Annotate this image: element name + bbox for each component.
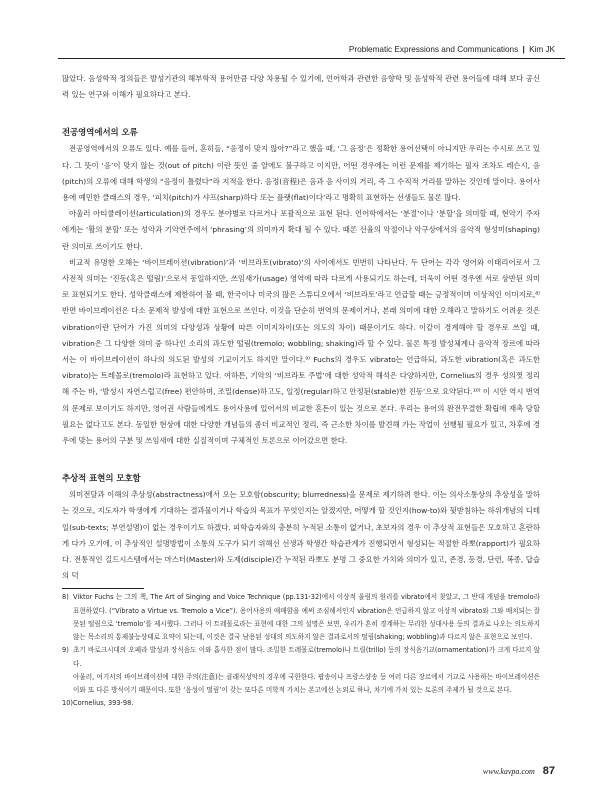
footnote-text: 아울러, 여기서의 바이브레이션에 대한 주의(注意)는 클래식성악의 경우에 국한한다. 팝송이나 프랑스샹송 등 여러 다른 장르에서 기교로 사용하는 바이브레이션은 이와 또 다른 방식이기 때문이다. 또한 ‘음성이 떨림’이 갖는 또다른 미학적 가치는 본고에선 논외로 하나, 차기에 가치 있는 토론의 주제가 될 것으로 본다. xyxy=(73,672,540,694)
section-heading-abstract-expression: 추상적 표현의 모호함 xyxy=(62,473,141,484)
body-paragraph: 비교적 유명한 오해는 ‘바이브레이션(vibration)’과 ‘비브라토(vibrato)’의 사이에서도 빈번히 나타난다. 두 단어는 각각 영어와 이태리어로서 그 사전적 의미는 ‘진동(혹은 떨림)’으로서 동일하지만, 쓰임새가(usage) 영역에 따라 다르게 사용되기도 하는데, 더욱이 어떤 경우엔 서로 상반된 의미로 표현되기도 한다. 성악클래스에 제한하여 볼 때, 한국이나 미국의 많은 스튜디오에서 ‘비브라토’라고 언급할 때는 긍정적이며 이상적인 이미지로,⁸⁾ 반면 바이브레이션은 다소 문제적 발성에 대한 표현으로 쓰인다. 이것을 단순히 번역의 문제이거나, 본래 의미에 대한 오해라고 말하기도 어려운 것은 vibration이란 단어가 가진 의미의 다양성과 상황에 따른 이미지차이(또는 의도의 차이) 때문이기도 하다. 이같이 경계해야 할 경우로 쓰일 때, vibration은 그 다양한 의미 중 하나인 소리의 과도한 떨림(tremolo; wobbling; shaking)라 할 수 있다. 물론 특정 발성체계나 음악적 장르에 따라서는 이 바이브레이션이 하나의 의도된 발성의 기교이기도 하지만 말이다.⁹⁾ Fuchs의 경우도 vibrato는 언급하되, 과도한 vibration(혹은 과도한 vibrato)는 트레몰로(tremolo)라 표현하고 있다. 여하튼, 기악의 ‘비브라토 주법’에 대한 성악적 해석은 다양하지만, Cornelius의 경우 성의껏 정리해 주는 바, ‘발성시 자연스럽고(free) 편안하며, 조밀(dense)하고도, 일정(regular)하고 안정된(stable)한 진동’으로 요약된다.¹⁰⁾ 이 시안 역시 번역의 문제로 보이기도 하지만, 영어권 사람들에게도 용어사용에 있어서의 비교한 혼돈이 있는 것으로 본다. 우리는 용어의 완전무결한 확립에 재촉 당할 필요는 없다고도 본다. 동일한 현상에 대한 다양한 개념들의 좀더 비교적인 정리, 즉 근소한 차이를 발견해 가는 작업이 선행될 필요가 있고, 차후에 경우에 맞는 용어의 구분 및 쓰임새에 대한 실질적이며 구체적인 토론으로 이어갔으면 한다. xyxy=(62,257,540,446)
journal-website: www.kavpa.com xyxy=(482,767,535,776)
body-paragraph: 의미전달과 이해의 추상성(abstractness)에서 오는 모호함(obscurity; blurredness)을 문제로 제기하려 한다. 이는 의사소통상의 추상성을 말하는 것으로, 지도자가 학생에게 기대하는 결과물이거나 학습의 목표가 무엇인지는 알겠지만, 어떻게 할 것인지(how-to)와 뒷받침하는 하위개념의 디테일(sub-texts; 부연설명)이 없는 경우이기도 하겠다. 피학습자와의 충분히 누적된 소통이 없거나, 초보자의 경우 이 추상적 표현들은 모호하고 혼란하게 다가 오기에, 이 추상적인 설명방법이 소통의 도구가 되기 위해선 선생과 학생간 학습관계가 진행되면서 형성되는 적절한 라뽀(rapport)가 필요하다. 전통적인 길드시스템에서는 마스터(Master)와 도제(disciple)간 누적된 라뽀도 분명 그 중요한 가치와 의미가 있고, 존경, 동경, 단련, 복종, 답습의 덕 xyxy=(62,490,540,581)
running-head-separator: | xyxy=(522,45,525,54)
body-text xyxy=(62,71,540,710)
page-number: 87 xyxy=(542,765,555,777)
page-folio xyxy=(483,761,555,779)
footnote-8 xyxy=(62,591,540,644)
footnote-text: 초기 바로크시대의 오페라 발성과 장식음도 이와 흡사한 점이 많다. 조밀한 트레몰로(tremolo)나 트릴(trillo) 등의 장식음기교(ornamentation)가 크게 다르지 않다. xyxy=(73,646,540,668)
footnotes xyxy=(62,591,540,710)
body-paragraph: 전공영역에서의 오류도 있다. 예를 들어, 흔히들, “음정이 맞지 않아?”라고 했을 때, ‘그 음정’은 정확한 용어선택이 아니지만 우리는 수시로 쓰고 있다. 그 뜻이 ‘음’이 맞지 않는 것(out of pitch) 이란 뜻인 줄 알에도 불구하고 이지만, 어떤 경우에는 이런 문제를 제기하는 필자 조차도 레슨시, 음(pitch)의 오류에 대해 학생의 “음정이 틀렸다”라 지적을 한다. 음정(音程)은 음과 음 사이의 거리, 즉 그 수직적 거리를 말하는 것인데 말이다. 용어사용에 예민한 클래스의 경우, ‘피치(pitch)가 샤프(sharp)하다 또는 플랫(flat)이다’라고 명확히 표현하는 선생들도 물론 많다. xyxy=(62,144,540,203)
footnote-number: 9) xyxy=(62,646,69,655)
header-rule xyxy=(58,58,565,59)
running-head xyxy=(349,45,555,54)
section-heading-major-errors: 전공영역에서의 오류 xyxy=(62,127,138,138)
footnote-rule xyxy=(62,588,144,589)
footnote-10 xyxy=(62,697,540,710)
footnote-text: Viktor Fuchs 는 그의 책, The Art of Singing and Voice Technique (pp.131-32)에서 이상적 울림의 원리를 vibrato에서 찾았고, 그 반대 개념을 tremolo라 표현하였다. (“Vibrato a Virtue vs. Tremolo a Vice”). 용어사용의 애매함을 예써 조심해서인지 vibration은 언급하지 않고 이상적 vibrato와 그와 배치되는 잘못된 떨림으로 ‘tremolo’를 제시했다. 그러나 이 트레몰로라는 표현에 대한 그의 설명은 보면, 우리가 흔히 경계하는 무리한 성대사용 등의 결과로 나오는 의도하지 않는 목소리의 통제불능상태로 요약이 되는데, 이것은 결국 남용된 성대의 의도하지 않은 결과로서의 떨림(shaking; wobbling)과 다르지 않은 표현으로 보인다. xyxy=(73,593,540,642)
footnote-text: Cornelius, 393-98. xyxy=(73,699,134,708)
intro-paragraph: 많았다. 음성학적 정의들은 발성기관의 해부학적 용어만큼 다양 차용될 수 있기에, 언어학과 관련한 음향학 및 음성학적 관련 용어들에 대해 보다 공신력 있는 연구와 이해가 필요하다고 본다. xyxy=(62,74,540,100)
footnote-number: 10) xyxy=(62,699,73,708)
footnote-9-continued xyxy=(62,671,540,697)
running-head-title: Problematic Expressions and Communications xyxy=(348,45,519,54)
footnote-number: 8) xyxy=(62,593,69,602)
footnote-9 xyxy=(62,644,540,670)
body-paragraph: 아울러 아티큘레이션(articulation)의 경우도 분야별로 다르거나 포괄적으로 표현 된다. 언어학에서는 ‘분절’이나 ‘분할’을 의미할 때, 현악기 주자에게는 ‘활의 분할’ 또는 성악과 기악연주에서 ‘phrasing’의 의미까지 확대 될 수 있다. 때론 선율의 악절이나 악구상에서의 음악적 형성미(shaping) 란 의미로 쓰이기도 한다. xyxy=(62,209,540,251)
running-head-author: Kim JK xyxy=(529,45,555,54)
